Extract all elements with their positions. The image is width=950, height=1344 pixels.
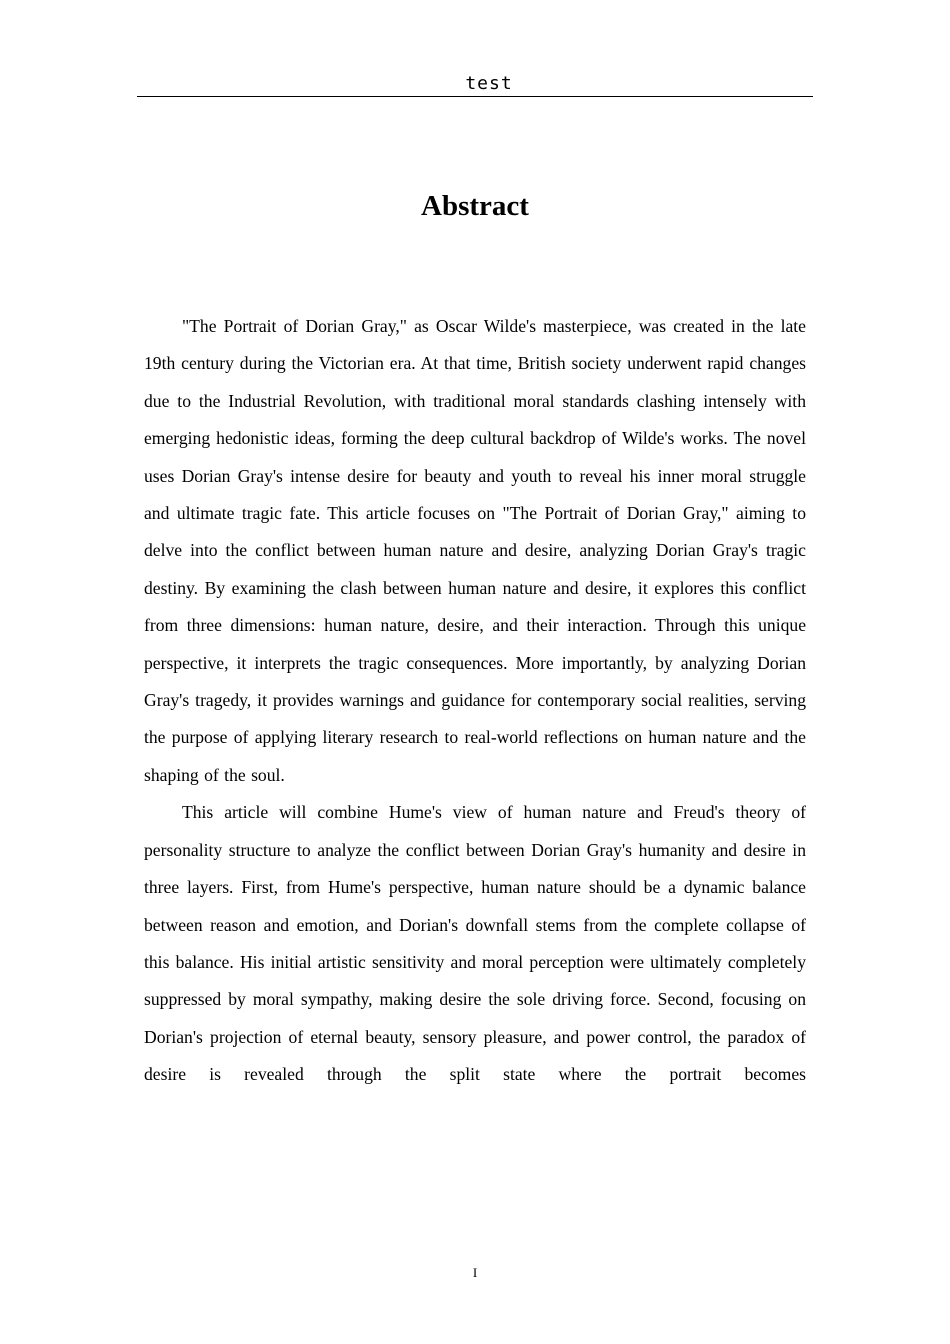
running-header bbox=[137, 72, 813, 97]
running-header-title: test bbox=[465, 73, 513, 94]
page-number: I bbox=[472, 1265, 478, 1280]
abstract-paragraph-2: This article will combine Hume's view of human nature and Freud's theory of personality structure to analyze the conflict between Dorian Gray's humanity and desire in three layers. First, from Hume's perspective, human nature should be a dynamic balance between reason and emotion, and Dorian's downfall stems from the complete collapse of this balance. His initial artistic sensitivity and moral perception were ultimately completely suppressed by moral sympathy, making desire the sole driving force. Second, focusing on Dorian's projection of eternal beauty, sensory pleasure, and power control, the paradox of desire is revealed through the split state where the portrait becomes bbox=[144, 802, 806, 1085]
abstract-paragraph-1: "The Portrait of Dorian Gray," as Oscar Wilde's masterpiece, was created in the late 19th century during the Victorian era. At that time, British society underwent rapid changes due to the Industrial Revolution, with traditional moral standards clashing intensely with emerging hedonistic ideas, forming the deep cultural backdrop of Wilde's works. The novel uses Dorian Gray's intense desire for beauty and youth to reveal his inner moral struggle and ultimate tragic fate. This article focuses on "The Portrait of Dorian Gray," aiming to delve into the conflict between human nature and desire, analyzing Dorian Gray's tragic destiny. By examining the clash between human nature and desire, it explores this conflict from three dimensions: human nature, desire, and their interaction. Through this unique perspective, it interprets the tragic consequences. More importantly, by analyzing Dorian Gray's tragedy, it provides warnings and guidance for contemporary social realities, serving the purpose of applying literary research to real-world reflections on human nature and the shaping of the soul. bbox=[144, 316, 806, 785]
abstract-body bbox=[144, 308, 806, 1204]
abstract-heading: Abstract bbox=[421, 190, 529, 222]
